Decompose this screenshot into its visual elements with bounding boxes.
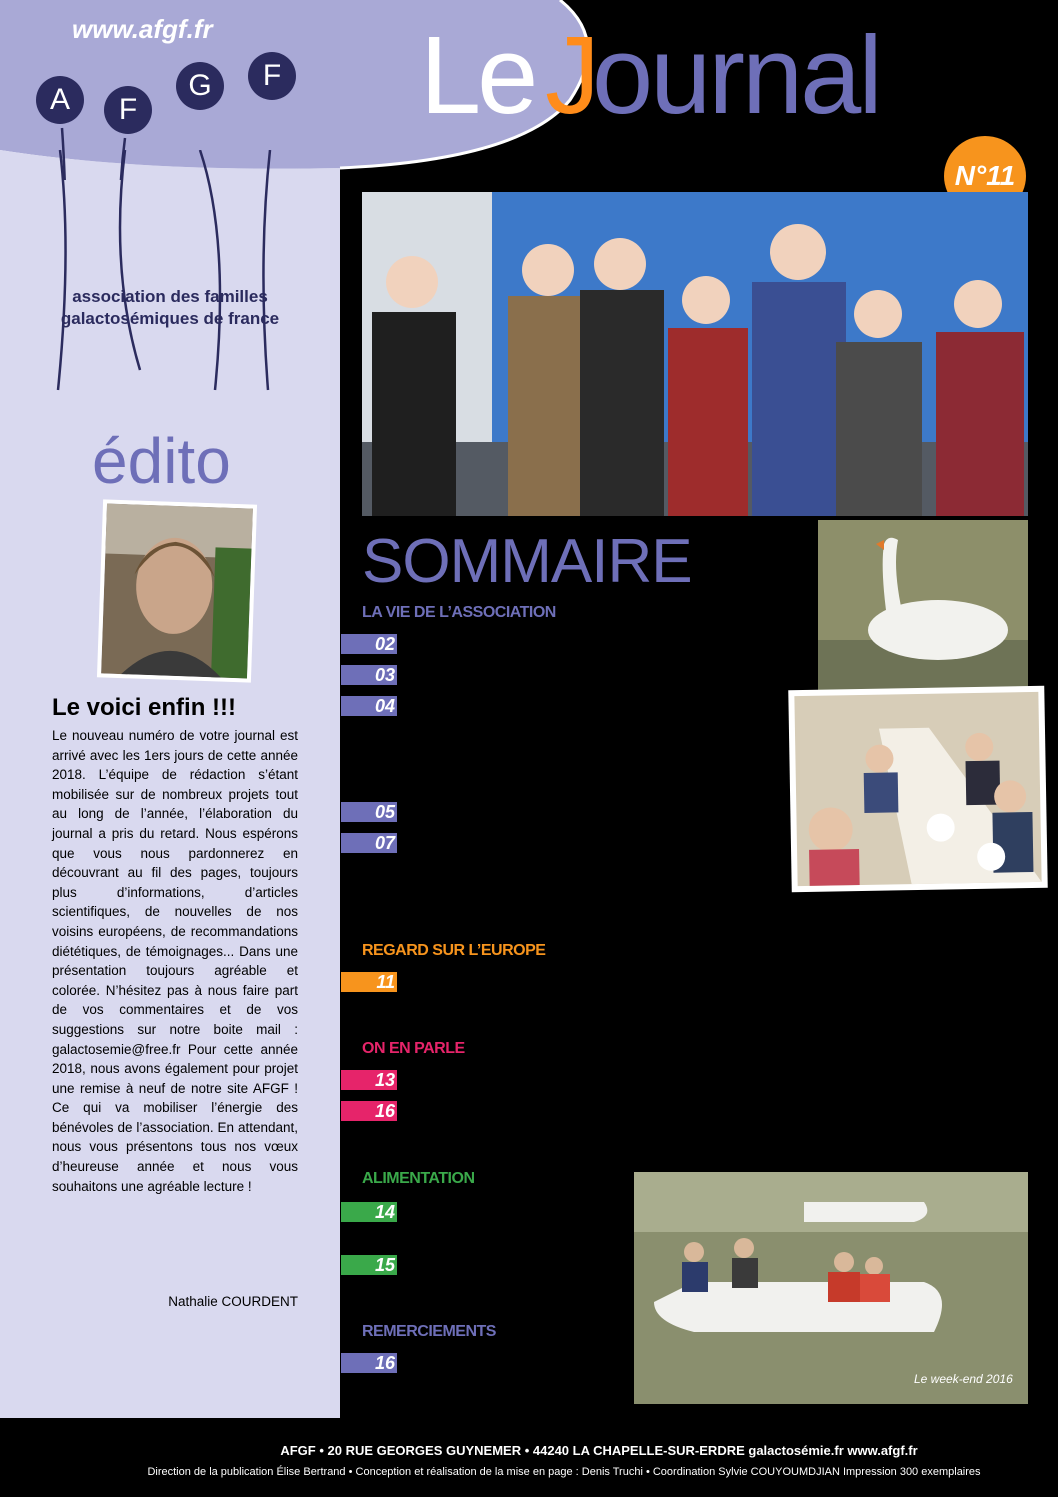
page-marker: 11: [341, 972, 397, 992]
association-line-1: association des familles: [72, 287, 268, 306]
section-on-en-parle: ON EN PARLE: [362, 1040, 465, 1057]
logo-letter-a: A: [36, 76, 84, 124]
masthead-j: J: [545, 14, 600, 137]
page-marker: 13: [341, 1070, 397, 1090]
section-regard-europe: REGARD SUR L’EUROPE: [362, 942, 546, 959]
photo-caption: Le week-end 2016: [914, 1372, 1013, 1386]
edito-body: Le nouveau numéro de votre journal est arrivé avec les 1ers jours de cette année 2018. L’équipe de rédaction s’étant mobilisée sur de nombreux projets tout au long de l’année, l’élaboration du journal a pris du retard. Nous espérons que vous nous pardonnerez en découvrant au fil des pages, toujours plus d’informations, d’articles scientifiques, de nouvelles de nos voisins européens, de recommandations diététiques, de témoignages... Dans une présentation toujours agréable et colorée. N’hésitez pas à nous faire part de vos commentaires et de vos suggestions sur notre boite mail : galactosemie@free.fr Pour cette année 2018, nous avons également pour projet une remise à neuf de notre site AFGF ! Ce qui va mobiliser l’énergie des bénévoles de l’association. En attendant, nous vous présentons tous nos vœux d’heureuse année et nous vous souhaitons une agréable lecture !: [52, 728, 298, 1194]
edito-heading: édito: [92, 425, 231, 497]
site-url[interactable]: www.afgf.fr: [72, 14, 213, 44]
page-marker: 16: [341, 1101, 397, 1121]
section-alimentation: ALIMENTATION: [362, 1170, 475, 1187]
footer-credits: Direction de la publication Élise Bertrand • Conception et réalisation de la mise en page : Denis Truchi • Coordination Sylvie COUYOUMDJIAN Impression 300 exemplaires: [147, 1466, 981, 1478]
edito-title: Le voici enfin !!!: [52, 694, 237, 721]
page-marker: 07: [341, 833, 397, 853]
logo-strings: [0, 150, 340, 410]
page-marker: 15: [341, 1255, 397, 1275]
footer-address: AFGF • 20 RUE GEORGES GUYNEMER • 44240 LA CHAPELLE-SUR-ERDRE galactosémie.fr www.afgf.fr: [280, 1443, 918, 1458]
masthead-le: Le: [420, 14, 535, 137]
edito-signature: Nathalie COURDENT: [168, 1294, 298, 1309]
page-marker: 16: [341, 1353, 397, 1373]
association-name: [20, 286, 320, 330]
group-photo: [362, 192, 1028, 516]
children-meal-photo: [788, 686, 1047, 892]
page-marker: 04: [341, 696, 397, 716]
logo-letter-f1: F: [104, 86, 152, 134]
sommaire-heading: SOMMAIRE: [362, 527, 692, 596]
page-marker: 14: [341, 1202, 397, 1222]
editor-portrait: [97, 499, 257, 682]
logo-letter-f2: F: [248, 52, 296, 100]
masthead-ournal: ournal: [592, 14, 880, 137]
swan-photo: [818, 520, 1028, 690]
section-vie-association: LA VIE DE L’ASSOCIATION: [362, 604, 556, 621]
section-remerciements: REMERCIEMENTS: [362, 1323, 496, 1340]
page-marker: 02: [341, 634, 397, 654]
page-marker: 03: [341, 665, 397, 685]
logo-letter-g: G: [176, 62, 224, 110]
association-line-2: galactosémiques de france: [60, 309, 280, 328]
pedal-boats-photo: [634, 1172, 1028, 1404]
page-marker: 05: [341, 802, 397, 822]
issue-badge: N°11: [944, 136, 1026, 216]
